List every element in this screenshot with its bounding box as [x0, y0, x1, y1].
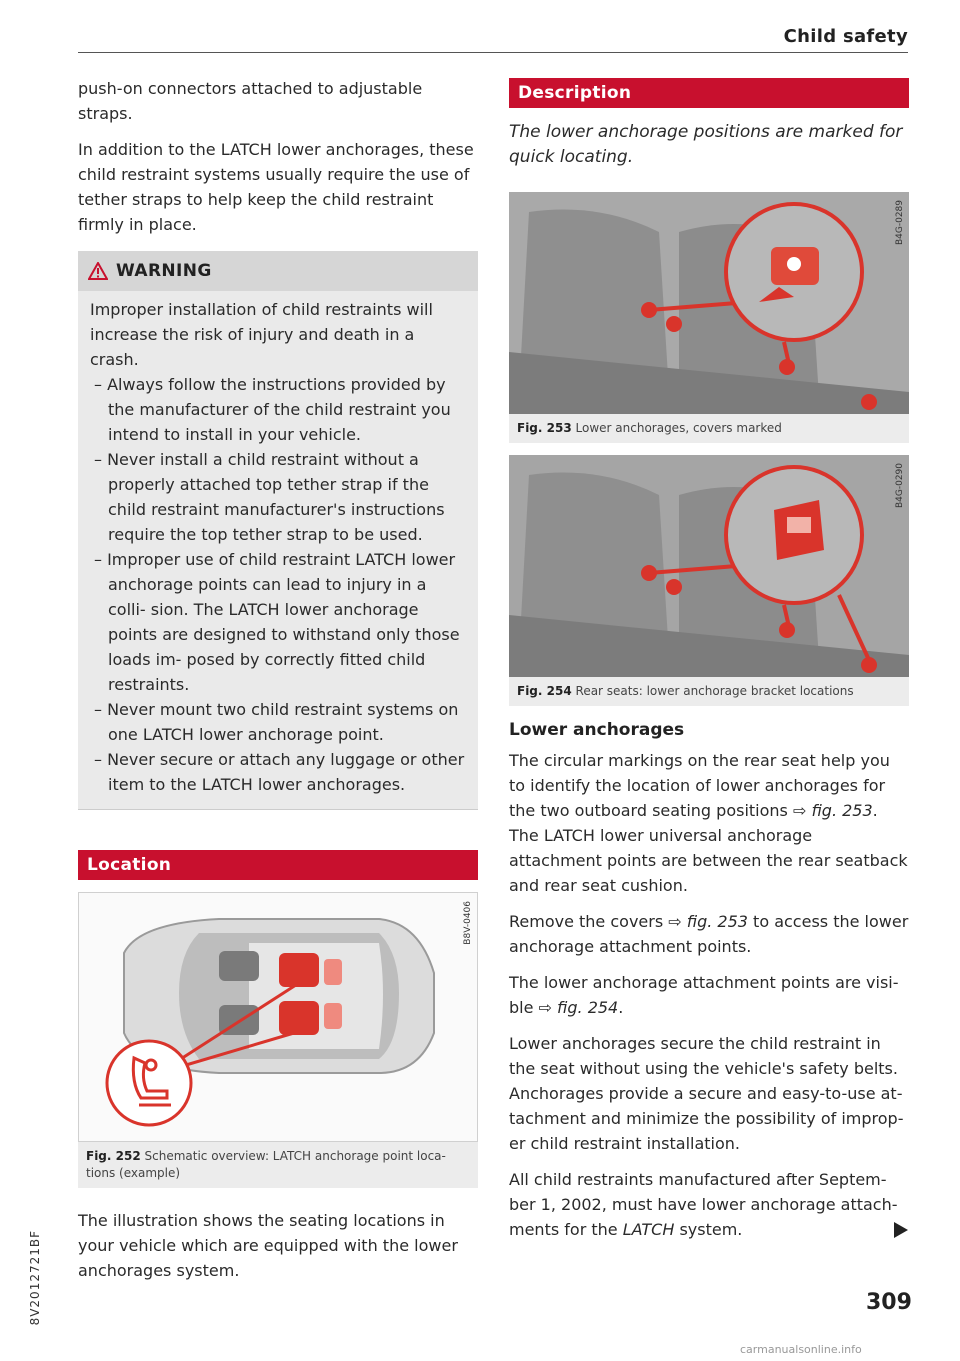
- text-run: .: [618, 998, 624, 1017]
- warning-bullet: – Never secure or attach any luggage or other item to the LATCH lower anchorages.: [94, 750, 465, 794]
- text-run: to access the lower anchorage attachment points.: [509, 912, 909, 956]
- warning-header: [78, 251, 478, 291]
- body-paragraph-3: [509, 970, 909, 1020]
- warning-body: [78, 291, 478, 797]
- body-paragraph-1: [509, 748, 909, 898]
- intro-paragraph-1: push-on connectors attached to adjustable straps.: [78, 79, 423, 123]
- warning-bullet: – Never install a child restraint without a properly attached top tether strap if the child restraint manufacturer's instructions require the top tether strap to be used.: [94, 450, 445, 544]
- footer-watermark: carmanualsonline.info: [740, 1343, 862, 1356]
- figure-reference-link[interactable]: ⇨ fig. 254: [538, 998, 619, 1017]
- header-rule: [78, 52, 908, 53]
- continue-arrow-icon: [894, 1222, 908, 1238]
- running-header: Child safety: [783, 26, 908, 47]
- figure-caption-text: Lower anchorages, covers marked: [575, 421, 782, 435]
- figure-253: [509, 192, 909, 414]
- warning-box: [78, 251, 478, 810]
- figure-caption-text: Schematic overview: LATCH anchorage point loca- tions (example): [86, 1149, 446, 1180]
- body-paragraph-2: [509, 909, 909, 959]
- right-column: [509, 78, 909, 1242]
- text-run: The lower anchorage attachment points are visi- ble: [509, 973, 899, 1017]
- figure-caption: [509, 414, 909, 443]
- figure-254: [509, 455, 909, 677]
- warning-text: Improper installation of child restraints will increase the risk of injury and death in a crash.: [90, 300, 433, 369]
- page-number: 309: [866, 1290, 912, 1315]
- figure-caption: [509, 677, 909, 706]
- body-paragraph-4: Lower anchorages secure the child restraint in the seat without using the vehicle's safety belts. Anchorages provide a secure and easy-to-use at- tachment and minimize the possibility of improp- er child restraint installation.: [509, 1034, 904, 1153]
- text-run: The circular markings on the rear seat help you to identify the location of lower anchorages for the two outboard seating positions: [509, 751, 890, 820]
- left-column: [78, 76, 478, 1283]
- figure-reference-link[interactable]: ⇨ fig. 253: [792, 801, 873, 820]
- figure-reference-link[interactable]: ⇨ fig. 253: [668, 912, 748, 931]
- warning-title: WARNING: [116, 261, 212, 281]
- text-run: Remove the covers: [509, 912, 669, 931]
- figure-caption-text: Rear seats: lower anchorage bracket locations: [575, 684, 854, 698]
- text-run: system.: [674, 1220, 743, 1239]
- figure-label: Fig. 252: [86, 1149, 141, 1163]
- section-heading-location: Location: [78, 850, 478, 880]
- body-paragraph-5: [509, 1167, 909, 1242]
- warning-bullet: – Never mount two child restraint systems on one LATCH lower anchorage point.: [94, 700, 459, 744]
- rear-seat-photo-brackets: [509, 455, 909, 677]
- intro-paragraph-2: In addition to the LATCH lower anchorages, these child restraint systems usually require the use of tether straps to help keep the child restraint firmly in place.: [78, 140, 474, 234]
- figure-caption: [78, 1142, 478, 1188]
- lead-paragraph: The lower anchorage positions are marked for quick locating.: [509, 122, 903, 167]
- figure-252: [78, 892, 478, 1142]
- warning-triangle-icon: [88, 262, 108, 280]
- figure-code: B4G-0290: [895, 463, 905, 509]
- subheading-lower-anchorages: Lower anchorages: [509, 720, 685, 740]
- text-run: . The LATCH lower universal anchorage attachment points are between the rear seatback and rear seat cushion.: [509, 801, 908, 895]
- outro-paragraph: The illustration shows the seating locations in your vehicle which are equipped with the lower anchorages system.: [78, 1211, 458, 1280]
- rear-seat-photo-covers: [509, 192, 909, 414]
- figure-label: Fig. 254: [517, 684, 572, 698]
- car-schematic-illustration: [79, 893, 477, 1141]
- text-run: LATCH: [622, 1220, 675, 1239]
- text-run: All child restraints manufactured after Septem- ber 1, 2002, must have lower anchorage attach- ments for the: [509, 1170, 898, 1239]
- warning-bullet: – Improper use of child restraint LATCH lower anchorage points can lead to injury in a colli- sion. The LATCH lower anchorage points are designed to withstand only those loads im- posed by correctly fitted child restraints.: [94, 550, 460, 694]
- warning-bullet: – Always follow the instructions provided by the manufacturer of the child restraint you intend to install in your vehicle.: [94, 375, 451, 444]
- figure-code: B8V-0406: [463, 901, 473, 945]
- section-heading-description: Description: [509, 78, 909, 108]
- document-code: 8V2012721BF: [28, 1230, 42, 1326]
- figure-code: B4G-0289: [895, 200, 905, 246]
- figure-label: Fig. 253: [517, 421, 572, 435]
